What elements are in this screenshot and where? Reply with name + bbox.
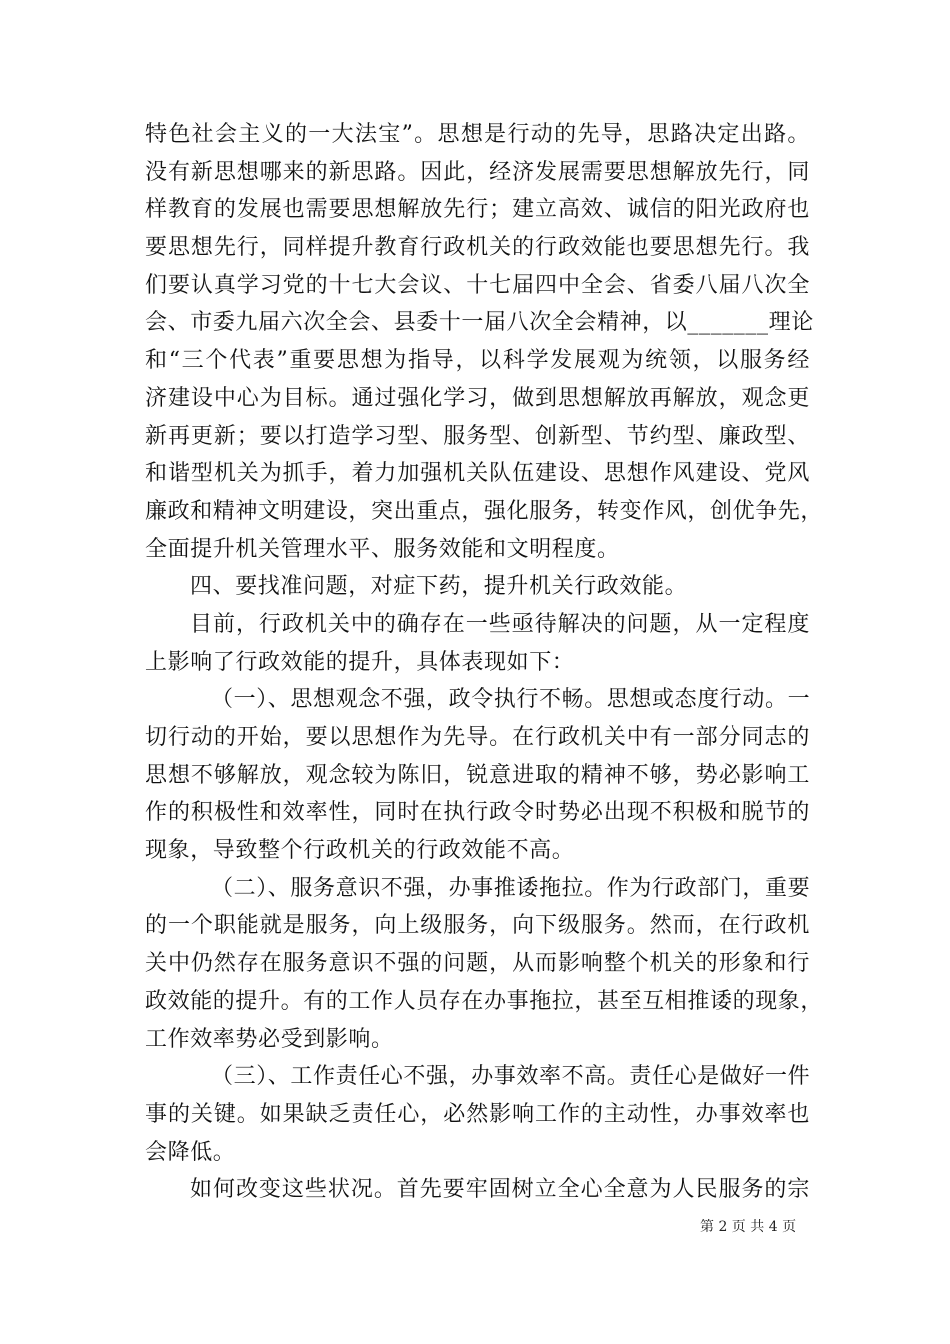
section-heading: 四、要找准问题，对症下药，提升机关行政效能。	[190, 574, 688, 600]
text-line: 现象，导致整个行政机关的行政效能不高。	[145, 838, 575, 864]
text-line: 和“三个代表”重要思想为指导，以科学发展观为统领，以服务经	[145, 348, 810, 374]
text-line: 事的关键。如果缺乏责任心，必然影响工作的主动性，办事效率也	[145, 1101, 810, 1127]
text-line: 全面提升机关管理水平、服务效能和文明程度。	[145, 536, 620, 562]
page-number: 第 2 页 共 4 页	[700, 1219, 797, 1235]
text-line: 和谐型机关为抓手，着力加强机关队伍建设、思想作风建设、党风	[145, 461, 810, 487]
subsection-heading: （二）、服务意识不强，办事推诿拖拉。作为行政部门，重要	[211, 875, 811, 901]
text-line: 思想不够解放，观念较为陈旧，锐意进取的精神不够，势必影响工	[145, 762, 810, 788]
text-line: 廉政和精神文明建设，突出重点，强化服务，转变作风，创优争先，	[145, 498, 824, 524]
text-line: 作的积极性和效率性，同时在执行政令时势必出现不积极和脱节的	[145, 800, 810, 826]
text-line: 工作效率势必受到影响。	[145, 1026, 394, 1052]
text-line: 们要认真学习党的十七大会议、十七届四中全会、省委八届八次全	[145, 272, 810, 298]
text-line: 如何改变这些状况。首先要牢固树立全心全意为人民服务的宗	[190, 1177, 810, 1203]
text-line: 会、市委九届六次全会、县委十一届八次全会精神，以_______理论	[145, 310, 814, 336]
text-line: 关中仍然存在服务意识不强的问题，从而影响整个机关的形象和行	[145, 951, 810, 977]
text-line: 要思想先行，同样提升教育行政机关的行政效能也要思想先行。我	[145, 235, 810, 261]
text-line: 的一个职能就是服务，向上级服务，向下级服务。然而，在行政机	[145, 913, 810, 939]
text-line: 政效能的提升。有的工作人员存在办事拖拉，甚至互相推诿的现象，	[145, 988, 824, 1014]
subsection-heading: （三）、工作责任心不强，办事效率不高。责任心是做好一件	[211, 1064, 811, 1090]
text-line: 会降低。	[145, 1139, 236, 1165]
text-line: 样教育的发展也需要思想解放先行；建立高效、诚信的阳光政府也	[145, 197, 810, 223]
text-line: 上影响了行政效能的提升，具体表现如下：	[145, 649, 575, 675]
text-line: 新再更新；要以打造学习型、服务型、创新型、节约型、廉政型、	[145, 423, 810, 449]
text-line: 切行动的开始，要以思想作为先导。在行政机关中有一部分同志的	[145, 725, 810, 750]
text-line: 目前，行政机关中的确存在一些亟待解决的问题，从一定程度	[190, 611, 810, 637]
text-line: 没有新思想哪来的新思路。因此，经济发展需要思想解放先行，同	[145, 159, 810, 185]
subsection-heading: （一）、思想观念不强，政令执行不畅。思想或态度行动。一	[211, 687, 811, 713]
text-line: 济建设中心为目标。通过强化学习，做到思想解放再解放，观念更	[145, 385, 810, 411]
text-line: 特色社会主义的一大法宝”。思想是行动的先导，思路决定出路。	[145, 122, 810, 147]
document-body	[145, 116, 824, 1209]
